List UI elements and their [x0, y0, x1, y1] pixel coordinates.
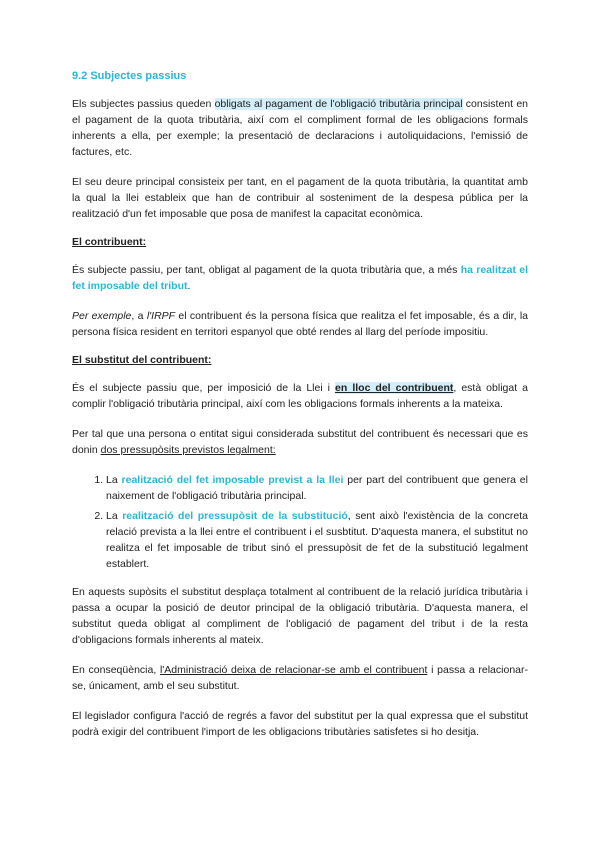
text-run: En conseqüència, [72, 664, 160, 676]
text-run: el contribuent és la persona física que realitza el fet imposable, és a dir, la persona física resident en territori espanyol que obté rendes al llarg del període impositiu. [72, 310, 529, 338]
text-run: Per tal que una persona o entitat sigui considerada substitut del contribuent és necessari que es donin [72, 428, 528, 456]
text-run: i passa a relacionar-se, únicament, amb el seu substitut. [72, 664, 528, 692]
text-run: La [106, 510, 123, 522]
italic-per-exemple: Per exemple [72, 310, 132, 322]
text-run: Els subjectes passius queden [72, 98, 215, 110]
text-run: , sent això l'existència de la concreta relació prevista a la llei entre el contribuent i el susbtitut. D'aquesta manera, el substitut no realitza el fet imposable de tribut sinó el pressupòsit de fet de la substitució legalment establert. [106, 510, 528, 570]
highlight-realitzacio-pressuposit: realització del pressupòsit de la substitució [122, 510, 348, 522]
text-run: consistent en el pagament de la quota tributària, així com el compliment formal de les obligacions formals inherents a ella, per exemple; la presentació de declaracions i autoliquidacions, l'emissió de factures, etc. [72, 98, 528, 158]
list-item [106, 472, 528, 504]
text-run: , a [131, 310, 147, 322]
paragraph-suposits: En aquests supòsits el substitut desplaça totalment al contribuent de la relació jurídica tributària i passa a ocupar la posició de deutor principal de la obligació tributària. D'aquesta manera, el substitut queda obligat al compliment de l'obligació de pagament del tribut i de la resta d'obligacions formals inherents al mateix. [72, 586, 528, 646]
highlight-obligats: obligats al pagament de l'obligació tributària principal [214, 98, 463, 110]
text-run: La [106, 474, 122, 486]
text-run: És el subjecte passiu que, per imposició de la Llei i [72, 382, 336, 394]
paragraph-consequencia [72, 662, 528, 694]
text-run: , està obligat a complir l'obligació tributària principal, així com les obligacions formals inherents a la mateixa. [72, 382, 528, 410]
paragraph-substitut-def [72, 380, 528, 412]
italic-irpf: l'IRPF [146, 310, 176, 322]
paragraph-subjectes-intro [72, 96, 528, 160]
text-run: És subjecte passiu, per tant, obligat al pagament de la quota tributària que, a més [72, 264, 461, 276]
highlight-fet-imposable: ha realitzat el fet imposable del tribut [72, 264, 529, 292]
text-run: per part del contribuent que genera el naixement de l'obligació tributària principal. [106, 474, 528, 502]
pressuposits-list [72, 472, 528, 572]
paragraph-pressuposits [72, 426, 528, 458]
paragraph-legislador: El legislador configura l'acció de regrés a favor del substitut per la qual expressa que el substitut podrà exigir del contribuent l'import de les obligacions tributàries satisfetes si ho desitja. [72, 710, 528, 738]
highlight-realitzacio-fet: realització del fet imposable previst a la llei [121, 474, 344, 486]
subheading-contribuent: El contribuent: [72, 236, 147, 248]
text-run: . [187, 280, 191, 292]
paragraph-contribuent-example [72, 308, 528, 340]
section-title: 9.2 Subjectes passius [72, 70, 187, 82]
underlined-administracio: l'Administració deixa de relacionar-se amb el contribuent [159, 664, 428, 676]
paragraph-contribuent-def [72, 262, 528, 294]
highlight-en-lloc: en lloc del contribuent [335, 382, 454, 394]
subheading-substitut: El substitut del contribuent: [72, 354, 212, 366]
list-item [106, 508, 528, 572]
underlined-pressuposits: dos pressupòsits previstos legalment: [100, 444, 276, 456]
paragraph-deure-principal: El seu deure principal consisteix per tant, en el pagament de la quota tributària, la quantitat amb la qual la llei estableix que han de contribuir al sosteniment de la despesa pública per la realització d'un fet imposable que posa de manifest la capacitat econòmica. [72, 176, 528, 220]
